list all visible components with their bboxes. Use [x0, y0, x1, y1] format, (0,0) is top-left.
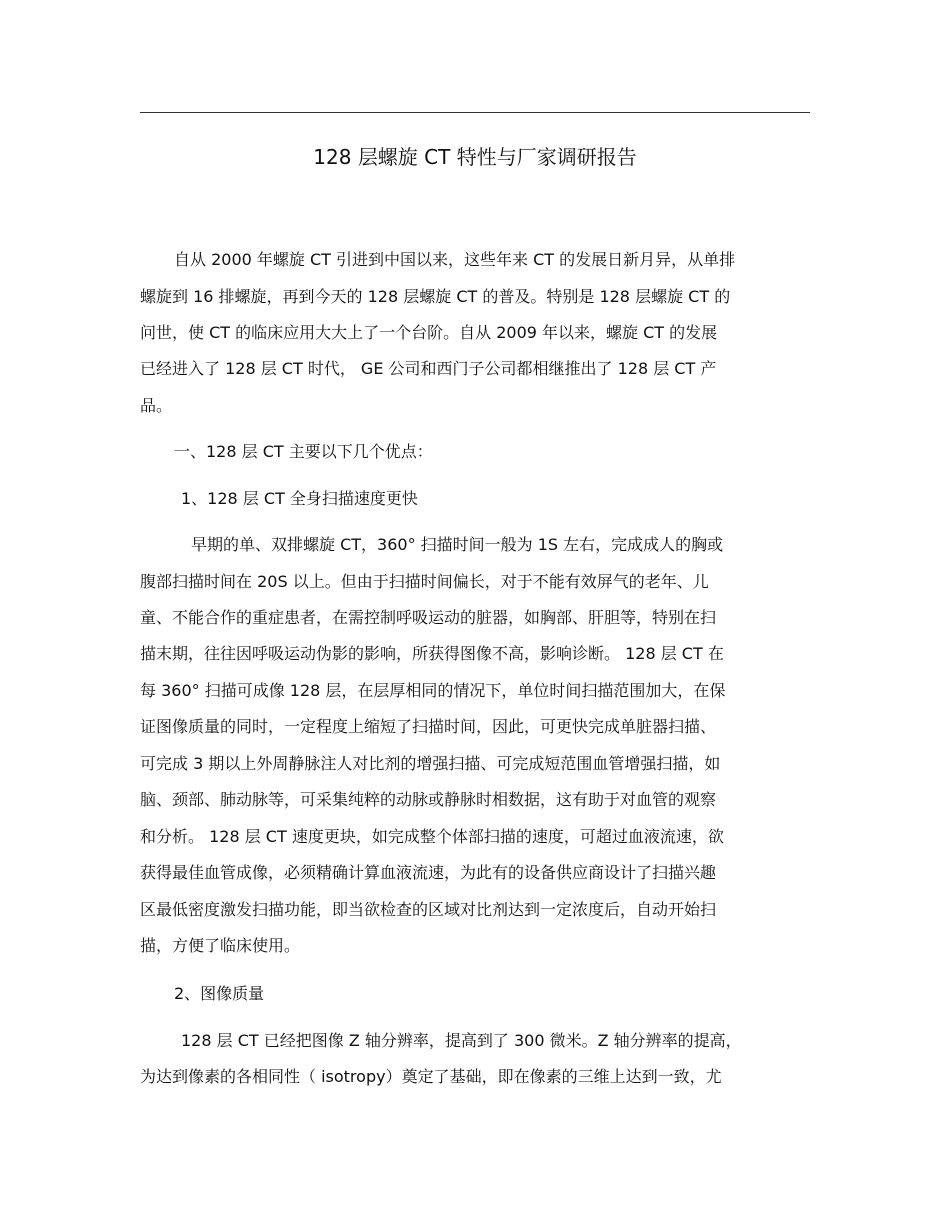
paragraph-quality-line: 128 层 CT 已经把图像 Z 轴分辨率，提高到了 300 微米。Z 轴分辨率的提高，: [181, 1031, 742, 1050]
subheading-image-quality: 2、图像质量: [174, 984, 265, 1003]
paragraph-speed-line: 描末期，往往因呼吸运动伪影的影响，所获得图像不高，影响诊断。 128 层 CT 在: [140, 644, 724, 663]
paragraph-speed-line: 获得最佳血管成像，必须精确计算血液流速，为此有的设备供应商设计了扫描兴趣: [140, 863, 717, 882]
paragraph-speed-line: 童、不能合作的重症患者，在需控制呼吸运动的脏器，如胸部、肝胆等，特别在扫: [140, 608, 717, 627]
paragraph-quality-line: 为达到像素的各相同性（ isotropy）奠定了基础，即在像素的三维上达到一致，尤: [140, 1067, 722, 1086]
section-heading-advantages: 一、128 层 CT 主要以下几个优点：: [174, 442, 433, 461]
paragraph-intro-line: 问世，使 CT 的临床应用大大上了一个台阶。自从 2009 年以来，螺旋 CT 的发展: [140, 323, 718, 342]
document-title: 128 层螺旋 CT 特性与厂家调研报告: [313, 145, 637, 169]
paragraph-intro-line: 螺旋到 16 排螺旋，再到今天的 128 层螺旋 CT 的普及。特别是 128 层螺旋 CT 的: [140, 287, 731, 306]
paragraph-speed-line: 可完成 3 期以上外周静脉注人对比剂的增强扫描、可完成短范围血管增强扫描，如: [140, 754, 721, 773]
paragraph-intro-line: 品。: [140, 396, 173, 415]
subheading-scan-speed: 1、128 层 CT 全身扫描速度更快: [181, 489, 418, 508]
paragraph-speed-line: 每 360° 扫描可成像 128 层，在层厚相同的情况下，单位时间扫描范围加大，在保: [140, 681, 726, 700]
paragraph-intro-line: 已经进入了 128 层 CT 时代， GE 公司和西门子公司都相继推出了 128 层 CT 产: [140, 359, 717, 378]
paragraph-speed-line: 脑、颈部、肺动脉等，可采集纯粹的动脉或静脉时相数据，这有助于对血管的观察: [140, 790, 717, 809]
paragraph-speed-line: 区最低密度激发扫描功能，即当欲检查的区域对比剂达到一定浓度后，自动开始扫: [140, 900, 717, 919]
paragraph-speed-line: 证图像质量的同时，一定程度上缩短了扫描时间，因此，可更快完成单脏器扫描、: [140, 717, 717, 736]
paragraph-speed-line: 早期的单、双排螺旋 CT，360° 扫描时间一般为 1S 左右，完成成人的胸或: [191, 535, 724, 554]
header-rule: [140, 112, 810, 113]
paragraph-speed-line: 腹部扫描时间在 20S 以上。但由于扫描时间偏长，对于不能有效屏气的老年、儿: [140, 572, 709, 591]
paragraph-intro-line: 自从 2000 年螺旋 CT 引进到中国以来，这些年来 CT 的发展日新月异，从单排: [174, 250, 736, 269]
paragraph-speed-line: 描，方便了临床使用。: [140, 936, 301, 955]
paragraph-speed-line: 和分析。 128 层 CT 速度更块，如完成整个体部扫描的速度，可超过血液流速，欲: [140, 827, 724, 846]
